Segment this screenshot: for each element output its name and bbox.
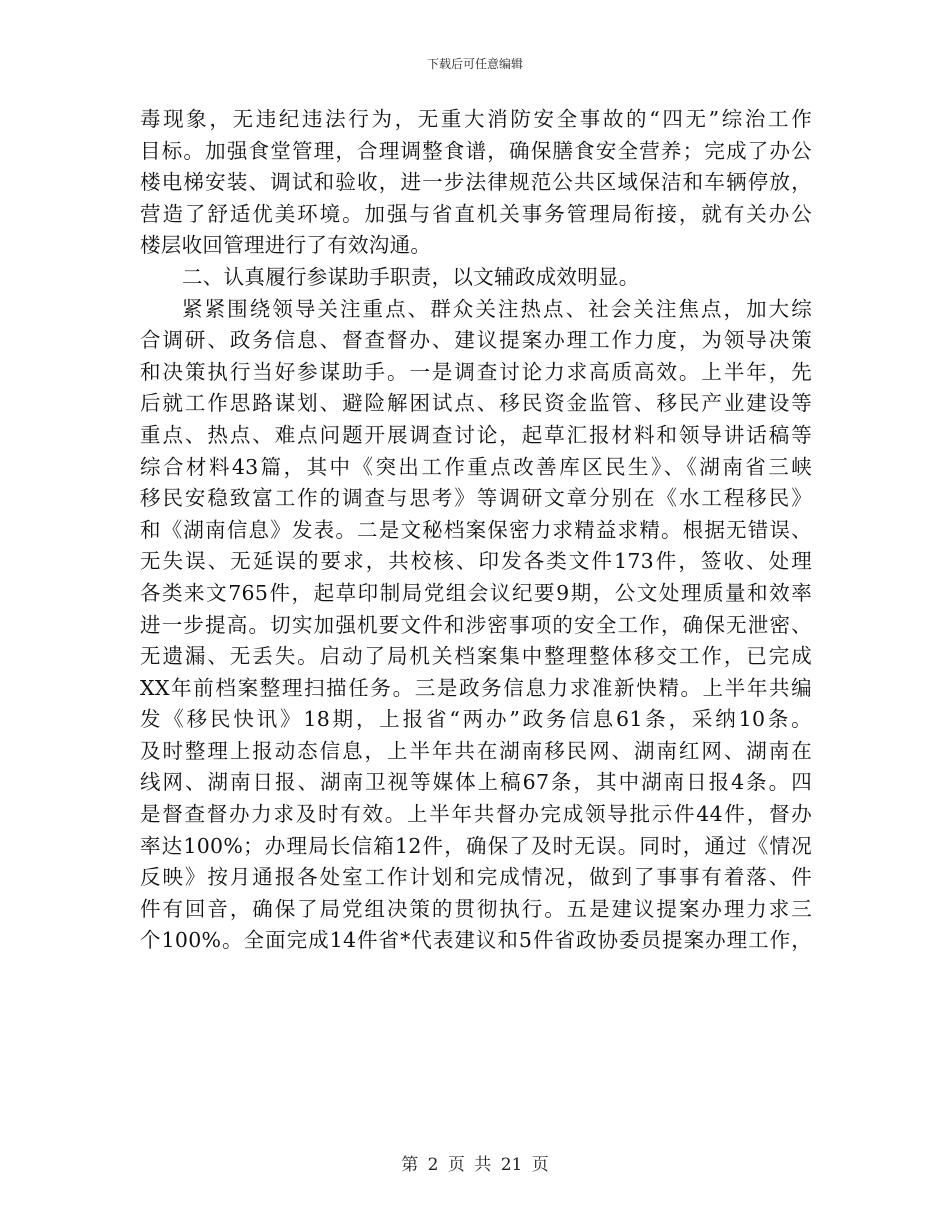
text-line: 楼层收回管理进行了有效沟通。	[140, 233, 432, 258]
document-body	[140, 104, 812, 957]
text-line: 线网、湖南日报、湖南卫视等媒体上稿67条，其中湖南日报4条。四	[140, 770, 812, 795]
text-line: 进一步提高。切实加强机要文件和涉密事项的安全工作，确保无泄密、	[140, 612, 812, 637]
text-line: 合调研、政务信息、督查督办、建议提案办理工作力度，为领导决策	[140, 328, 812, 353]
text-line: 反映》按月通报各处室工作计划和完成情况，做到了事事有着落、件	[140, 865, 812, 890]
text-line: 率达100%；办理局长信箱12件，确保了及时无误。同时，通过《情况	[140, 833, 812, 858]
text-line: 及时整理上报动态信息，上半年共在湖南移民网、湖南红网、湖南在	[140, 738, 812, 763]
page-header-note: 下载后可任意编辑	[426, 57, 523, 71]
text-line: 二、认真履行参谋助手职责，以文辅政成效明显。	[182, 264, 640, 289]
text-line: 个100%。全面完成14件省*代表建议和5件省政协委员提案办理工作，	[140, 928, 812, 953]
text-line: 营造了舒适优美环境。加强与省直机关事务管理局衔接，就有关办公	[140, 201, 812, 226]
text-line: 楼电梯安装、调试和验收，进一步法律规范公共区域保洁和车辆停放，	[140, 170, 812, 195]
text-line: 件有回音，确保了局党组决策的贯彻执行。五是建议提案办理力求三	[140, 896, 812, 921]
text-line: 是督查督办力求及时有效。上半年共督办完成领导批示件44件，督办	[140, 802, 812, 827]
text-line: 综合材料43篇，其中《突出工作重点改善库区民生》、《湖南省三峡	[140, 454, 812, 479]
text-line: 无失误、无延误的要求，共校核、印发各类文件173件，签收、处理	[140, 549, 812, 574]
text-line: 各类来文765件，起草印制局党组会议纪要9期，公文处理质量和效率	[140, 580, 812, 605]
text-line: 移民安稳致富工作的调查与思考》等调研文章分别在《水工程移民》	[140, 486, 812, 511]
text-line: 发《移民快讯》18期，上报省“两办”政务信息61条，采纳10条。	[140, 707, 812, 732]
text-line: 目标。加强食堂管理，合理调整食谱，确保膳食安全营养；完成了办公	[140, 138, 812, 163]
text-line: 和《湖南信息》发表。二是文秘档案保密力求精益求精。根据无错误、	[140, 517, 812, 542]
text-line: 无遗漏、无丢失。启动了局机关档案集中整理整体移交工作，已完成	[140, 644, 812, 669]
text-line: 后就工作思路谋划、避险解困试点、移民资金监管、移民产业建设等	[140, 391, 812, 416]
page-number-footer: 第 2 页 共 21 页	[401, 1155, 549, 1175]
text-line: 紧紧围绕领导关注重点、群众关注热点、社会关注焦点，加大综	[182, 296, 812, 321]
text-line: XX年前档案整理扫描任务。三是政务信息力求准新快精。上半年共编	[140, 675, 812, 700]
text-line: 毒现象，无违纪违法行为，无重大消防安全事故的“四无”综治工作	[140, 107, 812, 131]
text-line: 重点、热点、难点问题开展调查讨论，起草汇报材料和领导讲话稿等	[140, 422, 812, 447]
text-line: 和决策执行当好参谋助手。一是调查讨论力求高质高效。上半年，先	[140, 359, 812, 384]
